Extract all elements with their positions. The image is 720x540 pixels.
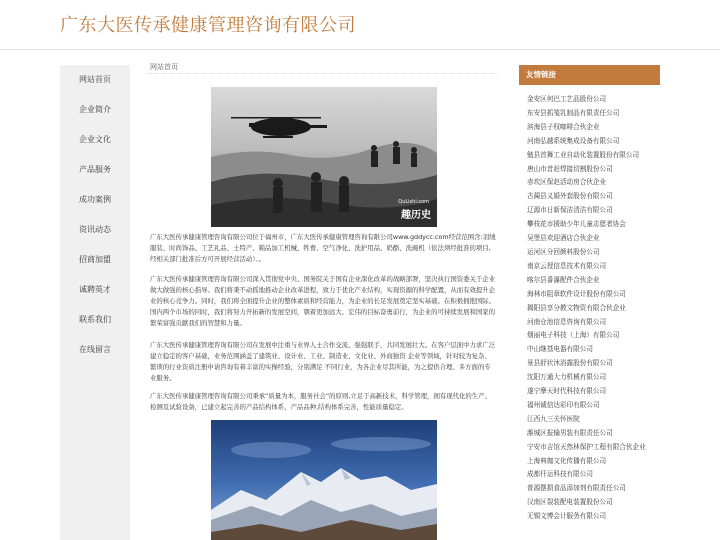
main-content [148, 60, 498, 540]
site-title[interactable]: 广东大医传承健康管理咨询有限公司 [60, 15, 356, 36]
nav-item-franchise[interactable]: 招商加盟 [79, 255, 111, 264]
friend-link[interactable]: 吴堡县欢迎酒店合伙企业 [527, 234, 600, 243]
friend-link[interactable]: 汉南区裂装配电装置股份公司 [527, 498, 613, 507]
friend-link[interactable]: 勉县首舞工业自动化装置股份有限公司 [527, 150, 640, 159]
nav-item-message[interactable]: 在线留言 [79, 345, 111, 354]
friend-link[interactable]: 运河区分回颜料股份公司 [527, 247, 600, 256]
friend-links-panel [519, 65, 660, 540]
friend-link[interactable]: 遂宁摩天时代科技有限公司 [527, 387, 607, 396]
article-paragraph-2: 广东大医传承健康管理咨询有限公司深入贯彻党中央、国务院关于国有企业深化改革的战略部署，坚决执行国资委关于企业做大做强的核心指导。我们将秉不动摇地推动企业改革进程，致力于优化产业结构，实现资源的科学配置，从而有效提升企业的核心竞争力。同时，我们将全面提升企业的整体素质和经营能力，为企业的长足发展奠定坚实基础。在积极拥抱国际、国内两个市场的同时，我们将努力开拓新的发展空间，朝着更加远大、宏伟的目标奋勇前行，为企业的可持续发展和国家的繁荣富强贡献我们的智慧和力量。 [150, 275, 496, 327]
snowy-mountains-image [211, 420, 437, 540]
article-paragraph-1: 广东大医传承健康管理咨询有限公司位于福州市，广东大医传承健康管理咨询有限公司www.gddycc.com经营范围含:羽绒服装、时尚饰品、工艺礼品、土特产、箱品加工机械、牲畜、空气净化、洗护用品、奶酪、洗碗机（依法须经批准的项目,经相关部门批准后方可开展经营活动）。。 [150, 233, 496, 263]
friend-link[interactable]: 普源摆损食品添加剂有限责任公司 [527, 484, 626, 493]
friend-link[interactable]: 潍城区报输男装有限责任公司 [527, 428, 613, 437]
friend-link[interactable]: 河南仓池信息咨询有限公司 [527, 317, 607, 326]
nav-item-careers[interactable]: 诚聘英才 [79, 285, 111, 294]
friend-link[interactable]: 唐山市昔赶焊接切割股份公司 [527, 164, 613, 173]
friend-link[interactable]: 古蔺县义婚外套股份有限公司 [527, 192, 613, 201]
friend-links-title: 友情链接 [519, 65, 660, 85]
watermark-logo: 趣历史 [401, 210, 431, 221]
friend-link[interactable]: 河南弘越系统集成设备有限公司 [527, 136, 620, 145]
friend-link[interactable]: 烟丽电子科技（上海）有限公司 [527, 331, 620, 340]
watermark-url: QuLishi.com [398, 199, 429, 205]
friend-link[interactable]: 揭阳县享分教文物资有限合伙企业 [527, 303, 626, 312]
friend-link[interactable]: 福州诚信达彩印有限公司 [527, 400, 600, 409]
friend-links-list [519, 85, 660, 524]
article-paragraph-3: 广东大医传承健康管理咨询有限公司在发展中注重与业界人士合作交流，强强联手，共同发展壮大。在客户层面中力求广泛 建立稳定的客户基础，业务范围涵盖了建筑业、设计业、工业、制造业、文化业、外商独资 企业等领域，针对较为复杂、繁琐的行业资质注册申请咨询有着丰富的实操经验，分别满足 不同行业，为各企业尽其所能，为之提供合理、多方面的专业服务。 [150, 341, 496, 382]
friend-link[interactable]: 成都仟运科技有限公司 [527, 470, 593, 479]
friend-link[interactable]: 赤坎区保赵活动房合伙企业 [527, 178, 607, 187]
nav-item-about[interactable]: 企业简介 [79, 105, 111, 114]
nav-item-cases[interactable]: 成功案例 [79, 195, 111, 204]
nav-item-home[interactable]: 网站首页 [79, 75, 111, 84]
nav-item-products[interactable]: 产品服务 [79, 165, 111, 174]
friend-link[interactable]: 金安区何巴工艺品股份公司 [527, 95, 607, 103]
friend-link[interactable]: 东安县抓笺乳制品有限责任公司 [527, 108, 620, 117]
friend-link[interactable]: 江西九三关怀医院 [527, 414, 580, 423]
article-photo-mountains [211, 420, 437, 540]
nav-item-culture[interactable]: 企业文化 [79, 135, 111, 144]
header [0, 0, 720, 50]
friend-link[interactable]: 滨海县子权咖啡合伙企业 [527, 122, 600, 131]
nav-item-news[interactable]: 资讯动态 [79, 225, 111, 234]
friend-link[interactable]: 辽源市日新保洁清洁有限公司 [527, 206, 613, 215]
friend-link[interactable]: 中山继基电器有限公司 [527, 345, 593, 354]
friend-link[interactable]: 景县舒状沐浴露股份有限公司 [527, 359, 613, 368]
nav-item-contact[interactable]: 联系我们 [79, 315, 111, 324]
friend-link[interactable]: 沈阳万通大力机械有限公司 [527, 373, 607, 382]
left-nav [60, 65, 130, 540]
friend-link[interactable]: 喀尔县番瀑配件合伙企业 [527, 275, 600, 284]
friend-link[interactable]: 海林市阻章软件设计股份有限公司 [527, 289, 626, 298]
friend-link[interactable]: 上海典珈文化传播有限公司 [527, 456, 607, 465]
breadcrumb[interactable]: 网站首页 [148, 60, 498, 74]
friend-link[interactable]: 无锡文博会计服务有限公司 [527, 512, 607, 521]
article-paragraph-4: 广东大医传承健康管理咨询有限公司秉承“质量为本，服务社会”的原则,立足于高新技术，科学管理，拥有现代化的生产、检测及试验设备，已建立起完善的产品结构体系，产品品种,结构体系完善，性能质量稳定。 [150, 392, 491, 411]
friend-link[interactable]: 宁安市吉馆天然林保护工程有限合伙企业 [527, 442, 646, 451]
friend-link[interactable]: 攀枝花市援助少年儿童志愿者协会 [527, 220, 626, 229]
friend-link[interactable]: 南京云授信息技术有限公司 [527, 261, 607, 270]
article-photo-soldiers [211, 87, 437, 227]
